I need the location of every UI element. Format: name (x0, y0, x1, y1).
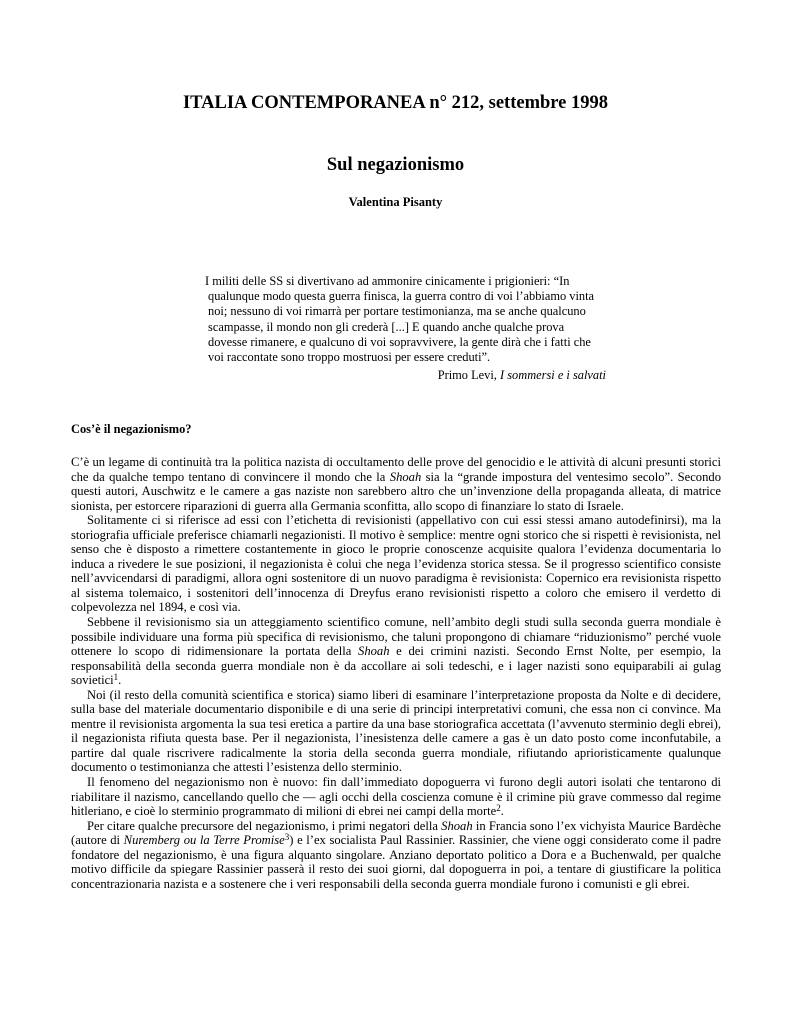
paragraph: Noi (il resto della comunità scientifica e storica) siamo liberi di esaminare l’interpretazione proposta da Nolte e di decidere, sulla base del materiale documentario disponibile e di una serie di principi interpretativi comuni, che essa non ci convince. Ma mentre il revisionista argomenta la sua tesi eretica a partire da una base storiografica accettata (l’avvenuto sterminio degli ebrei), il negazionista rifiuta questa base. Per il negazionista, l’inesistenza delle camere a gas è un dato posto come inconfutabile, a partire dal quale riscrivere radicalmente la storia della seconda guerra mondiale, rifiutando aprioristicamente qualunque documento o testimonianza che attesti l’esistenza dello sterminio. (71, 687, 721, 775)
epigraph-line: qualunque modo questa guerra finisca, la guerra contro di voi l’abbiamo vinta (208, 289, 595, 304)
article-title: Sul negazionismo (326, 155, 465, 175)
italic-term: Shoah (389, 469, 422, 484)
attribution-author: Primo Levi, (437, 368, 497, 382)
epigraph (200, 274, 600, 365)
epigraph-line: dovesse rimanere, e qualcuno di voi sopravvivere, la gente dirà che i fatti che (208, 334, 591, 349)
footnote-ref[interactable]: 2 (496, 803, 501, 814)
italic-term: Shoah (358, 644, 390, 659)
paragraph-text: . (500, 804, 504, 819)
article-body (71, 455, 721, 891)
italic-term: Shoah (441, 818, 473, 833)
epigraph-line: noi; nessuno di voi rimarrà per portare testimonianza, ma se anche qualcuno (208, 304, 586, 319)
paragraph (71, 455, 721, 513)
paragraph-text: ) e l’ex socialista Paul Rassinier. Rassinier, che viene oggi considerato come il padre fondatore del negazionismo, è una figura alquanto singolare. Anziano deportato politico a Dora e a Buchenwald, per qualche motivo difficile da spiegare Rassinier passerà il resto dei suoi giorni, dal dopoguerra in poi, a tentare di giustificare la politica concentrazionaria nazista e a sostenere che i veri responsabili della seconda guerra mondiale furono i comunisti e gli ebrei. (71, 833, 721, 891)
paragraph: Solitamente ci si riferisce ad essi con l’etichetta di revisionisti (appellativo con cui essi stessi amano autodefinirsi), ma la storiografia ufficiale preferisce chiamarli negazionisti. Il motivo è semplice: mentre ogni storico che si rispetti è revisionista, nel senso che è disposto a rimettere costantemente in gioco le proprie conoscenze acquisite qualora l’evidenza documentaria lo induca a rivedere le sue posizioni, il negazionista è colui che nega l’evidenza storica stessa. Se il progresso scientifico consiste nell’avvicendarsi di paradigmi, allora ogni sostenitore di un nuovo paradigma è revisionista: Copernico era revisionista rispetto al sistema tolemaico, i sostenitori dell’innocenza di Dreyfus erano revisionisti rispetto a coloro che emisero il verdetto di colpevolezza nel 1894, e così via. (71, 513, 721, 615)
paragraph (71, 615, 721, 688)
paragraph (71, 819, 721, 892)
author-name: Valentina Pisanty (348, 195, 443, 209)
paragraph-text: . (118, 673, 122, 688)
paragraph-text: in Francia sono l’ex vichyista Maurice Bardèche (autore di (71, 818, 721, 848)
epigraph-line: I militi delle SS si divertivano ad ammonire cinicamente i prigionieri: “In (205, 274, 570, 288)
epigraph-attribution (400, 368, 606, 383)
paragraph (71, 775, 721, 819)
footnote-ref[interactable]: 3 (284, 832, 290, 843)
paragraph-text: sia la “grande impostura del ventesimo secolo”. Secondo questi autori, Auschwitz e le camere a gas naziste non sarebbero altro che un’invenzione della propaganda alleata, di matrice sionista, per estorcere riparazioni di guerra alla Germania sconfitta, allo scopo di finanziare lo stato di Israele. (71, 469, 721, 513)
epigraph-line: scampasse, il mondo non gli crederà [...] E quando anche qualche prova (208, 319, 565, 334)
paragraph-text: Sebbene il revisionismo sia un atteggiamento scientifico comune, nell’ambito degli studi sulla seconda guerra mondiale è possibile individuare una forma più specifica di revisionismo, che taluni propongono di chiamare “riduzionismo” perché vuole ottenere lo scopo di ridimensionare la portata della (71, 615, 721, 659)
section-heading: Cos’è il negazionismo? (71, 422, 192, 436)
footnote-ref[interactable]: 1 (113, 672, 119, 683)
journal-title: ITALIA CONTEMPORANEA n° 212, settembre 1998 (182, 93, 609, 113)
paragraph-text: Per citare qualche precursore del negazionismo, i primi negatori della (87, 818, 442, 833)
italic-book-title: Nuremberg ou la Terre Promise (123, 833, 285, 848)
paragraph-text: Il fenomeno del negazionismo non è nuovo: fin dall’immediato dopoguerra vi furono degli autori isolati che tentarono di riabilitare il nazismo, cancellando quello che — agli occhi della coscienza comune è il crimine più grave commesso dal regime hitleriano, e cioè lo sterminio programmato di milioni di ebrei nei campi della morte (71, 775, 721, 819)
paragraph-text: C’è un legame di continuità tra la politica nazista di occultamento delle prove del genocidio e le attività di alcuni presunti storici che da qualche tempo tentano di convincere il mondo che la (71, 455, 721, 484)
paragraph-text: e dei crimini nazisti. Secondo Ernst Nolte, per esempio, la responsabilità della seconda guerra mondiale non è da accollare ai soli tedeschi, e i lager nazisti sono equiparabili ai gulag sovietici (71, 644, 722, 688)
attribution-work: I sommersi e i salvati (500, 368, 606, 382)
epigraph-line: voi raccontate sono troppo mostruosi per essere creduti”. (208, 350, 491, 365)
